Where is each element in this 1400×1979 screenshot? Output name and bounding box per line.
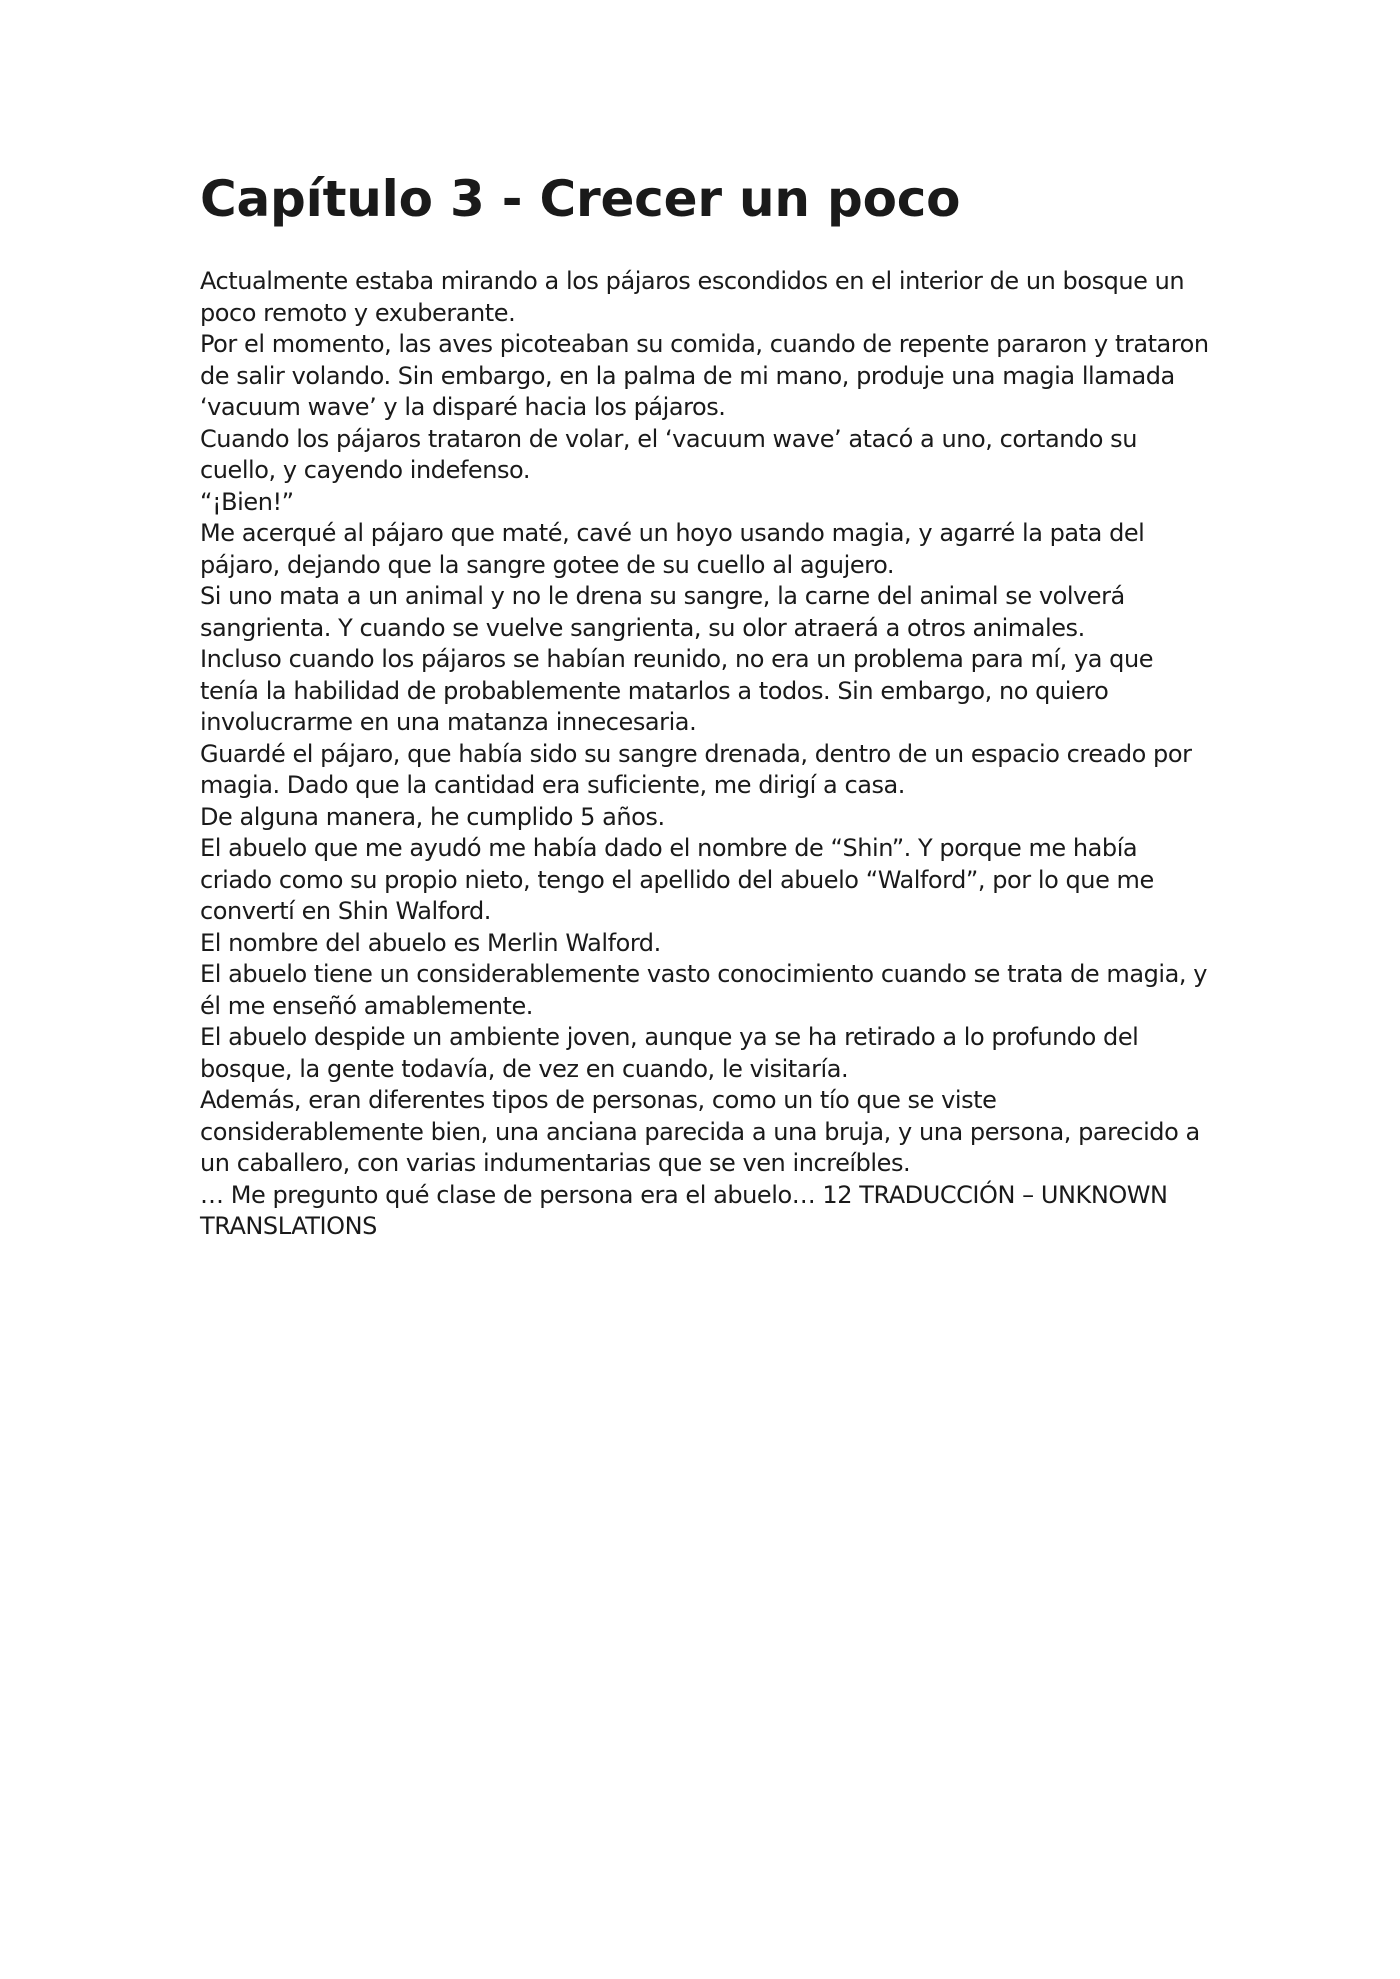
paragraph: Además, eran diferentes tipos de personas, como un tío que se viste considerablemente bien, una anciana parecida a una bruja, y una persona, parecido a un caballero, con varias indumentarias que se ven increíbles. [200, 1086, 1200, 1177]
paragraph: “¡Bien!” [200, 487, 294, 516]
paragraph: Si uno mata a un animal y no le drena su sangre, la carne del animal se volverá sangrienta. Y cuando se vuelve sangrienta, su olor atraerá a otros animales. [200, 582, 1125, 642]
paragraph: Por el momento, las aves picoteaban su comida, cuando de repente pararon y trataron de salir volando. Sin embargo, en la palma de mi mano, produje una magia llamada ‘vacuum wave’ y la disparé hacia los pájaros. [200, 330, 1209, 421]
paragraph: El abuelo despide un ambiente joven, aunque ya se ha retirado a lo profundo del bosque, la gente todavía, de vez en cuando, le visitaría. [200, 1023, 1139, 1083]
paragraph: Incluso cuando los pájaros se habían reunido, no era un problema para mí, ya que tenía la habilidad de probablemente matarlos a todos. Sin embargo, no quiero involucrarme en una matanza innecesaria. [200, 645, 1154, 736]
paragraph: El abuelo que me ayudó me había dado el nombre de “Shin”. Y porque me había criado como su propio nieto, tengo el apellido del abuelo “Walford”, por lo que me convertí en Shin Walford. [200, 834, 1154, 925]
chapter-title: Capítulo 3 - Crecer un poco [200, 170, 961, 228]
paragraph: Cuando los pájaros trataron de volar, el ‘vacuum wave’ atacó a uno, cortando su cuello, y cayendo indefenso. [200, 424, 1137, 484]
paragraph: El abuelo tiene un considerablemente vasto conocimiento cuando se trata de magia, y él me enseñó amablemente. [200, 960, 1207, 1020]
paragraph: … Me pregunto qué clase de persona era el abuelo… 12 TRADUCCIÓN – UNKNOWN TRANSLATIONS [200, 1180, 1168, 1240]
paragraph: Actualmente estaba mirando a los pájaros escondidos en el interior de un bosque un poco remoto y exuberante. [200, 267, 1185, 327]
paragraph: El nombre del abuelo es Merlin Walford. [200, 928, 661, 957]
document-body [200, 166, 1210, 1243]
paragraph: Me acerqué al pájaro que maté, cavé un hoyo usando magia, y agarré la pata del pájaro, dejando que la sangre gotee de su cuello al agujero. [200, 519, 1145, 579]
paragraph: De alguna manera, he cumplido 5 años. [200, 802, 665, 831]
paragraph: Guardé el pájaro, que había sido su sangre drenada, dentro de un espacio creado por magia. Dado que la cantidad era suficiente, me dirigí a casa. [200, 739, 1192, 799]
